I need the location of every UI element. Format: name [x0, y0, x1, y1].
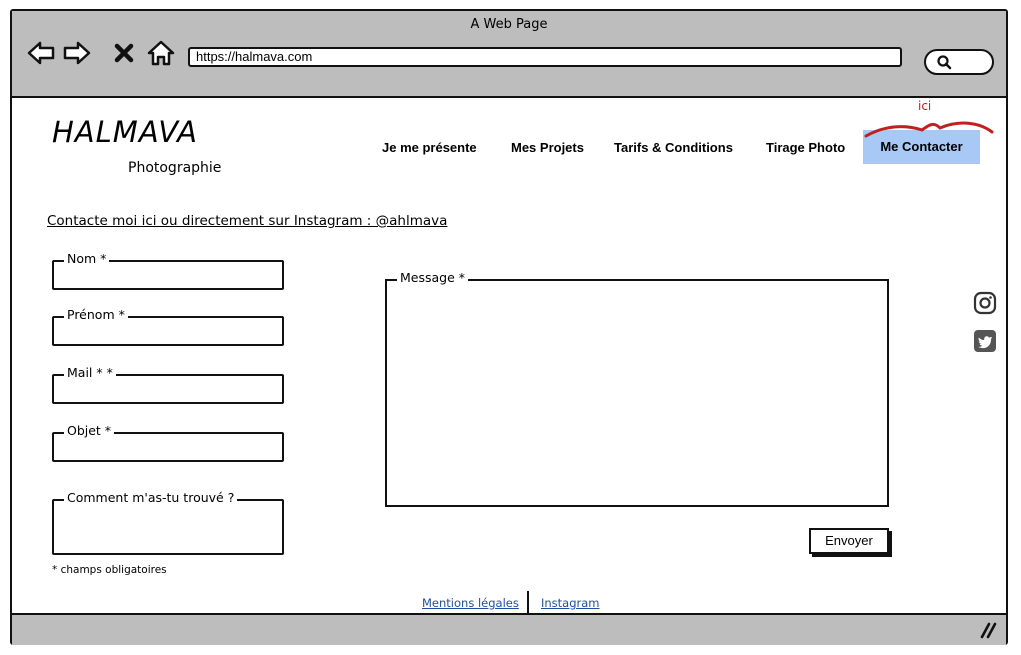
forward-button[interactable]: [62, 39, 92, 67]
prenom-label: Prénom *: [64, 308, 128, 322]
twitter-icon: [973, 329, 997, 353]
window-title: A Web Page: [470, 17, 548, 32]
contact-intro: Contacte moi ici ou directement sur Instagram : @ahlmava: [47, 213, 448, 229]
objet-field[interactable]: [52, 424, 284, 462]
required-note: * champs obligatoires: [52, 564, 167, 576]
arrow-left-icon: [26, 39, 56, 67]
message-textarea[interactable]: [385, 279, 889, 507]
message-field[interactable]: [385, 271, 889, 507]
home-icon: [146, 39, 176, 67]
nav-item-projets[interactable]: Mes Projets: [511, 140, 584, 155]
address-bar[interactable]: https://halmava.com: [188, 47, 902, 67]
browser-statusbar: [12, 613, 1006, 645]
nav-item-tarifs[interactable]: Tarifs & Conditions: [614, 140, 733, 155]
brand-subtitle: Photographie: [128, 160, 222, 176]
objet-label: Objet *: [64, 424, 114, 438]
nav-item-contact[interactable]: Me Contacter: [863, 130, 980, 164]
send-button[interactable]: Envoyer: [809, 528, 889, 554]
home-button[interactable]: [146, 39, 176, 67]
nom-label: Nom *: [64, 252, 109, 266]
browser-window: [10, 9, 1008, 645]
footer-link-mentions[interactable]: Mentions légales: [422, 596, 519, 610]
search-button[interactable]: [924, 49, 994, 75]
instagram-icon: [973, 291, 997, 315]
footer-link-instagram[interactable]: Instagram: [541, 596, 600, 610]
resize-grip-icon[interactable]: [978, 621, 998, 639]
browser-titlebar: [12, 11, 1006, 98]
nom-field[interactable]: [52, 252, 284, 290]
close-icon: [112, 39, 136, 67]
stop-button[interactable]: [112, 39, 136, 67]
nav-item-presentation[interactable]: Je me présente: [382, 140, 477, 155]
footer-divider: [527, 591, 529, 613]
arrow-right-icon: [62, 39, 92, 67]
brand-logo[interactable]: HALMAVA: [52, 115, 198, 149]
search-icon: [936, 54, 952, 70]
back-button[interactable]: [26, 39, 56, 67]
mail-label: Mail * *: [64, 366, 116, 380]
twitter-link[interactable]: [973, 329, 997, 353]
nav-item-tirage[interactable]: Tirage Photo: [766, 140, 846, 155]
message-label: Message *: [397, 271, 468, 285]
annotation-squiggle: [864, 118, 994, 140]
comment-field[interactable]: [52, 491, 284, 553]
instagram-link[interactable]: [973, 291, 997, 315]
mail-field[interactable]: [52, 366, 284, 404]
comment-label: Comment m'as-tu trouvé ?: [64, 491, 237, 505]
comment-input[interactable]: [52, 499, 284, 555]
annotation-note: ici: [918, 99, 932, 113]
prenom-field[interactable]: [52, 308, 284, 346]
